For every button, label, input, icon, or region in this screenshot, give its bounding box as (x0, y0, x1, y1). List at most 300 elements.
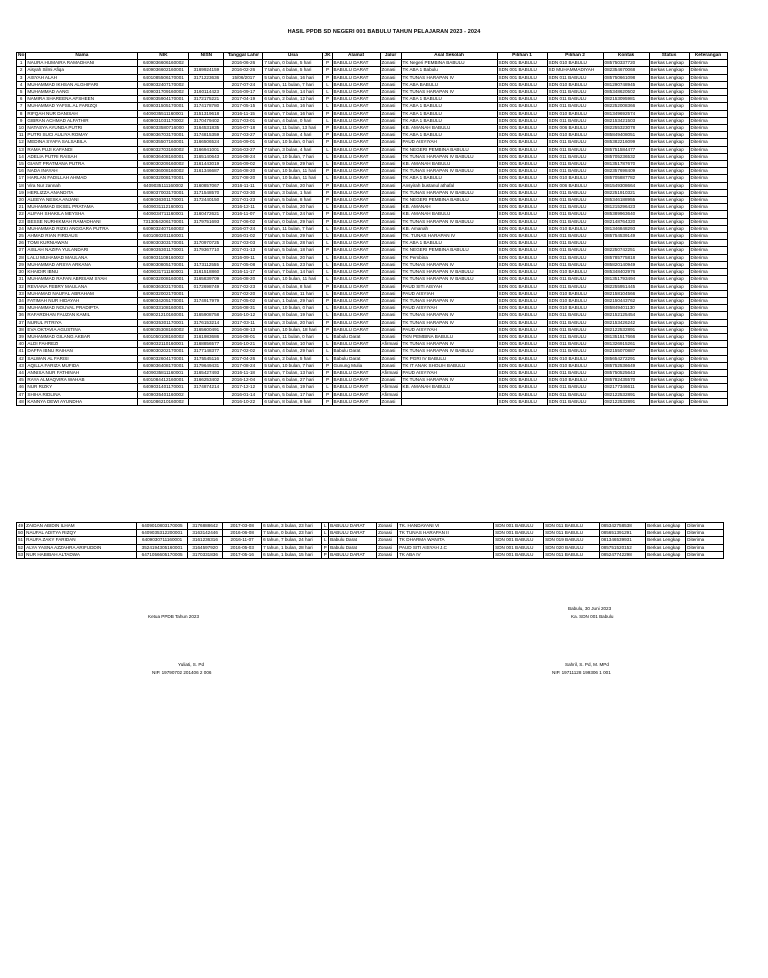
table-cell: 3161518860 (189, 269, 224, 276)
table-cell: SDN 001 BABULU (497, 269, 547, 276)
table-cell: 6 tahun, 3 bulan, 28 hari (263, 240, 323, 247)
table-cell: SDN 010 BABULU (547, 110, 603, 117)
table-cell: 6409030202170001 (138, 348, 189, 355)
table-cell: AHMAD RIAN FIRDAUS (26, 233, 138, 240)
table-cell: 53 (18, 551, 24, 557)
table-cell: SDN 001 BABULU (497, 103, 547, 110)
table-cell: BABULU DARAT (332, 139, 380, 146)
table-cell: SDN 011 BABULU (547, 254, 603, 261)
table-cell: SDN 010 BABULU (547, 60, 603, 67)
table-cell: PAUD AISYIAH (401, 290, 497, 297)
table-cell: L (323, 175, 332, 182)
table-cell: 6401086210160002 (138, 398, 189, 405)
table-cell: Zonasi (380, 247, 401, 254)
table-cell: 2017-04-26 (224, 355, 263, 362)
table-cell: 35 (17, 305, 26, 312)
table-cell: Zonasi (380, 81, 401, 88)
table-cell: Diterima (689, 305, 727, 312)
table-cell: 3161236316 (188, 537, 223, 544)
table-cell: SDN 011 BABULU (547, 333, 603, 340)
table-cell: 3 (17, 74, 26, 81)
table-cell: 6 tahun, 7 bulan, 20 hari (263, 182, 323, 189)
table-cell: RAFARDHAN FAUZAN KAMIL (26, 312, 138, 319)
table-cell: Zonasi (380, 398, 401, 405)
table-cell: 082155070887 (603, 348, 649, 355)
table-cell: SDN 010 BABULU (547, 362, 603, 369)
table-cell: 45 (17, 377, 26, 384)
table-cell: P (323, 132, 332, 139)
table-cell: Zonasi (380, 146, 401, 153)
table-cell: SDN 001 BABULU (497, 204, 547, 211)
table-cell: SDN 001 BABULU (497, 341, 547, 348)
table-cell: Berkas Lengkap (649, 312, 689, 319)
table-cell: TK ABA IV (398, 551, 494, 558)
table-cell: SDN 011 BABULU (547, 391, 603, 398)
table-cell: SDN 001 BABULU (497, 225, 547, 232)
table-cell: 5 tahun, 0 bulan, 16 hari (263, 74, 323, 81)
table-cell: 085389963640 (603, 211, 649, 218)
table-cell: Zonasi (377, 537, 398, 544)
table-cell: 6 tahun, 2 bulan, 12 hari (263, 96, 323, 103)
table-cell: 18 (17, 182, 26, 189)
table-cell: Berkas Lengkap (649, 297, 689, 304)
table-cell: 6 tahun, 7 bulan, 24 hari (262, 537, 322, 544)
table-cell: L (323, 161, 332, 168)
table-cell: MUHAMMAD NOUVAL PRADIPTA (26, 305, 138, 312)
table-cell: L (323, 81, 332, 88)
table-cell: 42 (17, 355, 26, 362)
table-cell: 2016-07-18 (224, 125, 263, 132)
table-cell: 6409035301170001 (138, 247, 189, 254)
table-cell: L (323, 261, 332, 268)
table-cell: Diterima (689, 211, 727, 218)
table-cell: 2016-11-18 (224, 369, 263, 376)
table-cell: 6 tahun, 3 bulan, 4 hari (263, 132, 323, 139)
table-cell: Diterima (689, 254, 727, 261)
table-cell: 3160857067 (189, 182, 224, 189)
table-cell (189, 204, 224, 211)
table-cell (189, 60, 224, 67)
table-cell: 085705236532 (603, 153, 649, 160)
table-cell: 085782435570 (603, 377, 649, 384)
table-cell: Berkas Lengkap (649, 60, 689, 67)
table-row (17, 247, 728, 254)
table-cell: 2016-12-11 (224, 204, 263, 211)
table-row (17, 326, 728, 333)
table-cell: SDN 001 BABULU (497, 290, 547, 297)
table-cell: Zonasi (380, 153, 401, 160)
table-row (17, 74, 728, 81)
table-cell: 6409031109160002 (138, 254, 189, 261)
table-cell: Babulu Darat (332, 348, 380, 355)
table-cell: Berkas Lengkap (649, 348, 689, 355)
table-cell: P (323, 369, 332, 376)
table-cell: 6 tahun, 3 bulan, 23 hari (262, 523, 322, 530)
table-cell: SDN 001 BABULU (497, 211, 547, 218)
table-cell: BABULU DARAT (332, 89, 380, 96)
table-cell: 31 (17, 276, 26, 283)
table-cell: Zonasi (380, 139, 401, 146)
table-cell: Zonasi (380, 96, 401, 103)
table-cell: 2016-09-17 (224, 89, 263, 96)
table-cell: TK TUNAS HARAPAN IV (401, 297, 497, 304)
table-row (17, 355, 728, 362)
table-cell: L (323, 89, 332, 96)
table-cell: 2016-11-11 (224, 182, 263, 189)
table-cell: SDN 001 BABULU (497, 175, 547, 182)
table-cell: TK NEGERI PEMBINA BABULU (401, 247, 497, 254)
table-cell: 6 tahun, 11 bulan, 13 hari (263, 125, 323, 132)
table-cell: SDN 001 BABULU (497, 384, 547, 391)
table-cell: 6 tahun, 9 bulan, 14 hari (263, 89, 323, 96)
table-cell: SDN 001 BABULU (494, 537, 544, 544)
table-cell: L (323, 117, 332, 124)
table-cell: 5 tahun, 11 bulan, 7 hari (263, 81, 323, 88)
table-cell: 6 tahun, 4 bulan, 0 hari (263, 117, 323, 124)
table-cell: 5 tahun, 10 bulan, 11 hari (263, 175, 323, 182)
table-cell: KANNYA DEWI AYUNDHA (26, 398, 138, 405)
table-cell: Diterima (689, 319, 727, 326)
table-cell: SDN 001 BABULU (497, 125, 547, 132)
table-cell: Zonasi (380, 204, 401, 211)
table-cell: 085705887782 (603, 175, 649, 182)
table-cell (189, 290, 224, 297)
table-cell: 2016-10-22 (224, 398, 263, 405)
table-cell: 6409031505170001 (138, 103, 189, 110)
table-cell: Aisyah Silmi Afiqa (26, 67, 138, 74)
table-cell: 6471056605170005 (137, 551, 188, 558)
table-cell: ALDI FAHREZI (26, 341, 138, 348)
table-cell: BABULU DARAT (332, 117, 380, 124)
table-cell: TK NEGERI PEMBINA BABULU (401, 146, 497, 153)
table-cell: 5 tahun, 10 bulan, 7 hari (263, 362, 323, 369)
table-cell: SDN 011 BABULU (547, 74, 603, 81)
table-cell: 6409036602160001 (138, 67, 189, 74)
table-cell: Berkas Lengkap (649, 182, 689, 189)
table-cell: BABULU DARAT (332, 110, 380, 117)
table-cell: 6409010803170005 (137, 523, 188, 530)
table-row (17, 117, 728, 124)
table-row (17, 175, 728, 182)
table-cell: Berkas Lengkap (649, 197, 689, 204)
table-cell: TK TUNAS HARAPAN IV BABULU (401, 153, 497, 160)
column-header: Nama (26, 53, 138, 60)
table-cell: 2016-02-26 (224, 67, 263, 74)
table-row (17, 204, 728, 211)
table-cell: Zonasi (380, 211, 401, 218)
table-cell: Zonasi (380, 161, 401, 168)
table-cell: Berkas Lengkap (649, 305, 689, 312)
table-cell: 2016-06-26 (224, 60, 263, 67)
table-cell: 085346188955 (603, 197, 649, 204)
table-cell: 4 (17, 81, 26, 88)
table-cell: 6 tahun, 10 bulan, 7 hari (263, 153, 323, 160)
table-cell: BABULU DARAT (332, 161, 380, 168)
table-cell: 3165908758 (189, 312, 224, 319)
table-cell: Berkas Lengkap (649, 384, 689, 391)
table-cell: 6409033108160001 (138, 305, 189, 312)
table-cell: KB. AMANAH (401, 204, 497, 211)
table-cell: P (323, 326, 332, 333)
table-cell: 6 tahun, 7 bulan, 16 hari (263, 110, 323, 117)
table-cell: P (323, 319, 332, 326)
table-cell: TK TUNAS HARAPAN IV BABULU (401, 276, 497, 283)
table-cell: HERLIZZA ANANDITA (26, 189, 138, 196)
table-cell: BABULU DARAT (332, 290, 380, 297)
table-cell: 13 (17, 146, 26, 153)
table-cell: 6409033580716000 (138, 125, 189, 132)
table-cell: SDN 001 BABULU (497, 312, 547, 319)
table-cell: BABULU DARAT (332, 319, 380, 326)
place-date: Babulu, 30 Juni 2023 (568, 606, 612, 611)
table-cell: 2017-08-20 (224, 175, 263, 182)
table-cell: SDN 010 BABULU (547, 297, 603, 304)
table-cell: BABULU DARAT (332, 297, 380, 304)
table-cell: SDN 011 BABULU (547, 312, 603, 319)
table-cell: Ansyirah bustanul athafal (401, 182, 497, 189)
chairman-nip: NIP. 19790702 201406 2 006 (152, 670, 212, 675)
table-cell: MUHAMMAD AANG (26, 89, 138, 96)
table-cell: Babulu Darat (332, 355, 380, 362)
table-cell: 6409030303170001 (138, 240, 189, 247)
table-cell: BESSE NURHIKMAH RAMADHANI (26, 218, 138, 225)
table-row (17, 233, 728, 240)
table-cell: 36 (17, 312, 26, 319)
table-cell: P (323, 211, 332, 218)
table-row (17, 146, 728, 153)
table-cell: 6409030805170001 (138, 261, 189, 268)
table-cell: TK Pembina (401, 254, 497, 261)
table-cell: MUHAMMAD GILANG AKBAR (26, 333, 138, 340)
table-cell: TK TUNAS HARAPAN IV BABULU (401, 168, 497, 175)
table-cell: GIBRAN ACHMAD ALFATHIR (26, 117, 138, 124)
table-cell: Berkas Lengkap (649, 261, 689, 268)
table-cell (189, 175, 224, 182)
table-cell: 7 tahun, 3 bulan, 4 hari (263, 146, 323, 153)
table-cell: SDN 010 BABULU (547, 175, 603, 182)
table-cell: Diterima (689, 110, 727, 117)
table-cell: Berkas Lengkap (649, 74, 689, 81)
table-cell: 6 tahun, 4 bulan, 29 hari (263, 348, 323, 355)
table-cell: Berkas Lengkap (649, 254, 689, 261)
table-cell: Zonasi (380, 312, 401, 319)
table-row (17, 391, 728, 398)
table-cell (189, 305, 224, 312)
table-cell: MUHAMMAD YAFSIL AL FARIZQI (26, 103, 138, 110)
table-cell: 081349692574 (603, 110, 649, 117)
table-cell: SDN 006 BABULU (547, 182, 603, 189)
table-cell: 2016-03-27 (224, 146, 263, 153)
table-cell: 082148764320 (603, 218, 649, 225)
table-cell: BABULU DARAT (332, 175, 380, 182)
table-cell: GIANT PRATMANA PUTRA (26, 161, 138, 168)
table-cell: Diterima (689, 377, 727, 384)
column-header: JK (324, 53, 331, 58)
table-cell: L (323, 233, 332, 240)
table-cell: 6409032703160002 (138, 146, 189, 153)
table-cell: SDN 001 BABULU (497, 110, 547, 117)
table-cell: L (323, 204, 332, 211)
table-cell: Diterima (689, 333, 727, 340)
table-cell: Zonasi (380, 326, 401, 333)
table-cell: Zonasi (377, 551, 398, 558)
table-cell: Diterima (689, 146, 727, 153)
chairman-name: Yuliati, S. Pd (178, 662, 205, 667)
table-cell: 2017-03-30 (224, 189, 263, 196)
table-cell: SDN 001 BABULU (497, 189, 547, 196)
table-cell: L (323, 225, 332, 232)
table-cell: 3170970725 (189, 240, 224, 247)
table-cell: BABULU DARAT (332, 125, 380, 132)
table-row (17, 312, 728, 319)
table-cell: TK TUNAS HARAPAN IV (401, 89, 497, 96)
table-cell: 3163142446 (188, 530, 223, 537)
table-cell: 2016-08-01 (224, 333, 263, 340)
table-cell: TK TUNAS HARAPAN IV (401, 377, 497, 384)
table-cell (189, 391, 224, 398)
table-cell: SDN 001 BABULU (497, 362, 547, 369)
table-cell: EVA OKTAVIA AGUSTINA (26, 326, 138, 333)
table-cell: ALIFAH SHAKILA MEYSHA (26, 211, 138, 218)
table-cell: 3174178780 (189, 103, 224, 110)
table-cell: P (323, 96, 332, 103)
table-cell: L (323, 355, 332, 362)
table-header-row (17, 53, 728, 60)
table-cell: 3166941001 (189, 146, 224, 153)
table-cell: Berkas Lengkap (649, 333, 689, 340)
table-cell: TK TUNAS HARAPAN IV BABULU (401, 269, 497, 276)
table-cell: SDN 010 BABULU (547, 355, 603, 362)
table-cell: 2016-12-04 (224, 377, 263, 384)
table-cell: 7 tahun, 4 bulan, 5 hari (263, 67, 323, 74)
table-cell: Berkas Lengkap (649, 139, 689, 146)
table-cell: Berkas Lengkap (649, 362, 689, 369)
table-cell: TK ABA 1 Babulu (401, 67, 497, 74)
table-row (17, 276, 728, 283)
table-cell: BABULU DARAT (332, 67, 380, 74)
table-cell: SDN 011 BABULU (547, 89, 603, 96)
table-cell: Zonasi (380, 333, 401, 340)
table-cell: SDN 001 BABULU (497, 218, 547, 225)
table-cell: AQILLA FARIZA MUFIDA (26, 362, 138, 369)
table-cell: P (323, 189, 332, 196)
table-cell: Diterima (689, 89, 727, 96)
table-cell: Diterima (689, 132, 727, 139)
table-cell: 3166506524 (189, 139, 224, 146)
table-cell: 38 (17, 326, 26, 333)
table-cell: 6409035904170001 (138, 96, 189, 103)
table-cell: 6409035111160002 (138, 182, 189, 189)
table-cell: NAMIRA SHAREENA AFSHEEN (26, 96, 138, 103)
table-cell: SDN 001 BABULU (497, 153, 547, 160)
table-cell: 2016-11-07 (224, 211, 263, 218)
table-cell: BABULU DARAT (329, 530, 377, 537)
table-row (17, 67, 728, 74)
table-cell: Diterima (689, 290, 727, 297)
table-cell: 7 tahun, 5 bulan, 29 hari (263, 233, 323, 240)
table-cell: SDN 001 BABULU (497, 132, 547, 139)
table-cell: Zonasi (380, 189, 401, 196)
table-cell: 6409035312200001 (137, 530, 188, 537)
table-cell: RAYA ALMAQVIRA WAHAB (26, 377, 138, 384)
table-cell: 081351517666 (603, 333, 649, 340)
table-cell: 3161346687 (189, 168, 224, 175)
table-cell: TK ABA 1 BABULU (401, 132, 497, 139)
table-cell: 082255951445 (603, 283, 649, 290)
table-cell: Diterima (689, 67, 727, 74)
table-cell: P (323, 297, 332, 304)
table-cell: SDN 011 BABULU (547, 153, 603, 160)
table-cell: 082152125454 (603, 312, 649, 319)
table-cell: BABULU DARAT (332, 103, 380, 110)
table-cell: P (323, 197, 332, 204)
table-cell: 085348402976 (603, 269, 649, 276)
table-cell: Vira Nur zannah (26, 182, 138, 189)
table-cell: KHAIDIR IBNU (26, 269, 138, 276)
table-cell: SDN 001 BABULU (497, 391, 547, 398)
table-row (17, 89, 728, 96)
table-cell: SALWAN AL FARISI (26, 355, 138, 362)
table-cell: 6 tahun, 7 bulan, 13 hari (263, 369, 323, 376)
table-cell: 6409036408170001 (138, 362, 189, 369)
table-cell: Afirmasi (380, 391, 401, 398)
table-cell: 2016-09-01 (224, 139, 263, 146)
table-cell: Berkas Lengkap (649, 225, 689, 232)
table-cell: SDN 011 BABULU (547, 204, 603, 211)
table-cell: Berkas Lengkap (649, 218, 689, 225)
table-cell: Berkas Lengkap (649, 233, 689, 240)
table-cell: Berkas Lengkap (649, 175, 689, 182)
table-cell: Berkas Lengkap (649, 211, 689, 218)
table-cell: 6 tahun, 8 bulan, 10 hari (263, 341, 323, 348)
table-cell: Diterima (689, 125, 727, 132)
table-cell: SDN 001 BABULU (497, 96, 547, 103)
table-cell: Zonasi (380, 125, 401, 132)
table-cell: Diterima (686, 537, 724, 544)
table-cell: 3164597920 (188, 544, 223, 551)
table-cell: L (323, 276, 332, 283)
table-cell: Berkas Lengkap (649, 240, 689, 247)
table-cell: Diterima (689, 81, 727, 88)
table-cell: 6409035511160001 (138, 110, 189, 117)
table-cell: Diterima (689, 218, 727, 225)
table-cell: 2017-02-23 (224, 283, 263, 290)
table-cell: 3177148377 (189, 348, 224, 355)
table-cell: L (323, 103, 332, 110)
table-cell: 3165427493 (189, 369, 224, 376)
table-cell: BABULU DARAT (332, 168, 380, 175)
page-title: HASIL PPDB SD NEGERI 001 BABULU TAHUN PELAJARAN 2023 - 2024 (287, 29, 481, 35)
table-cell: SDN 011 BABULU (544, 523, 600, 530)
table-cell (401, 391, 497, 398)
table-cell: Diterima (689, 261, 727, 268)
table-cell: 6 tahun, 2 bulan, 5 hari (263, 355, 323, 362)
table-cell: 6 tahun, 5 bulan, 8 hari (263, 197, 323, 204)
table-cell: 21 (17, 204, 26, 211)
table-cell: Diterima (689, 225, 727, 232)
table-cell: SDN 001 BABULU (497, 377, 547, 384)
table-cell: 2016-01-02 (224, 233, 263, 240)
table-cell: SDN 001 BABULU (497, 297, 547, 304)
table-cell: 3164531835 (189, 125, 224, 132)
table-cell: 3173112555 (189, 261, 224, 268)
table-cell: FATIMAH NUR HIDAYAH (26, 297, 138, 304)
table-cell: 6409036408160001 (138, 153, 189, 160)
table-cell: 2017-06-02 (224, 218, 263, 225)
table-cell: 0172698749 (189, 283, 224, 290)
table-row (17, 225, 728, 232)
table-cell: Berkas Lengkap (649, 153, 689, 160)
